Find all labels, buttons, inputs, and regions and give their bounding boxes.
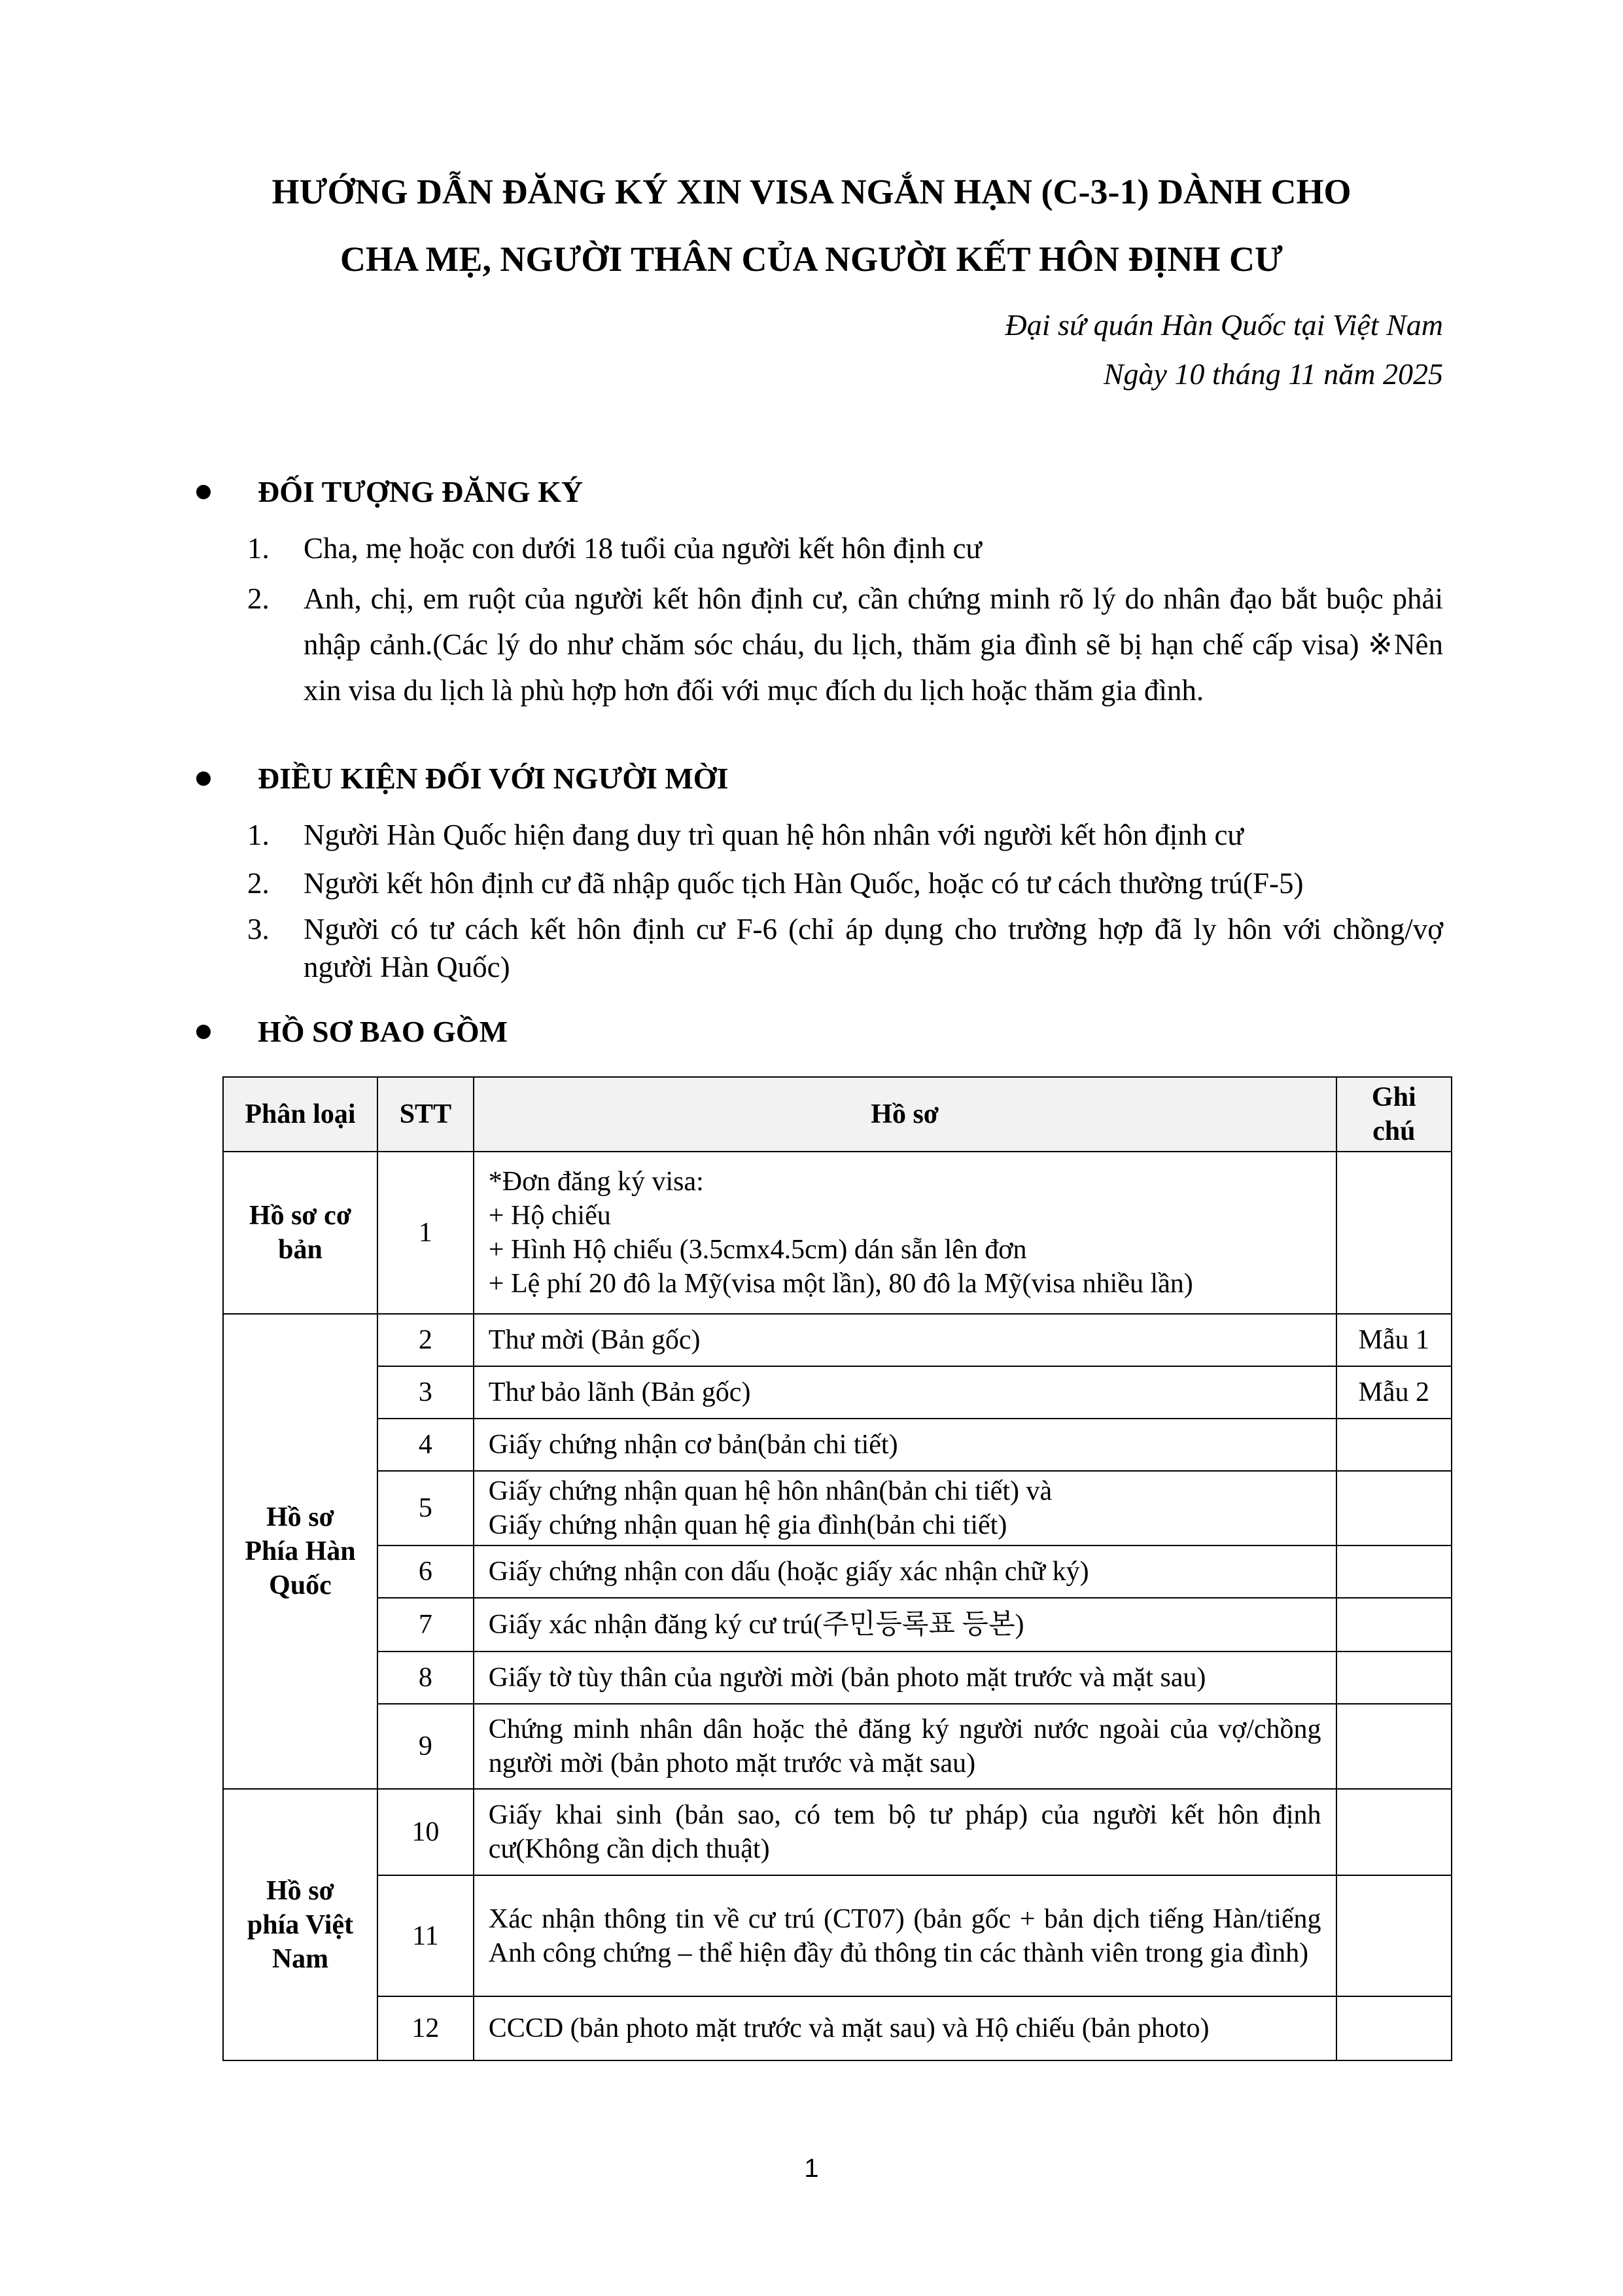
item-text: Cha, mẹ hoặc con dưới 18 tuổi của người kết hôn định cư [304, 532, 982, 565]
document-cell: Giấy khai sinh (bản sao, có tem bộ tư pháp) của người kết hôn định cư(Không cần dịch thuật) [474, 1789, 1336, 1875]
header-category: Phân loại [223, 1077, 377, 1152]
table-row [223, 1152, 1452, 1314]
list-item [247, 527, 1443, 570]
bullet-icon [196, 1025, 211, 1039]
header-documents: Hồ sơ [474, 1077, 1336, 1152]
bullet-icon [196, 485, 211, 499]
item-text: Người có tư cách kết hôn định cư F-6 (chỉ áp dụng cho trường hợp đã ly hôn với chồng/vợ người Hàn Quốc) [304, 913, 1443, 983]
stt-cell: 10 [377, 1789, 474, 1875]
table-row [223, 1366, 1452, 1419]
stt-cell: 1 [377, 1152, 474, 1314]
document-title-line2: CHA MẸ, NGƯỜI THÂN CỦA NGƯỜI KẾT HÔN ĐỊNH CƯ [340, 239, 1283, 279]
heading-text: ĐIỀU KIỆN ĐỐI VỚI NGƯỜI MỜI [258, 762, 729, 795]
stt-cell: 5 [377, 1471, 474, 1545]
heading-text: ĐỐI TƯỢNG ĐĂNG KÝ [258, 475, 584, 508]
document-cell: Giấy chứng nhận cơ bản(bản chi tiết) [474, 1419, 1336, 1471]
bullet-icon [196, 771, 211, 786]
table-row [223, 1651, 1452, 1704]
note-cell [1336, 1875, 1452, 1996]
note-cell [1336, 1651, 1452, 1704]
document-cell: Thư bảo lãnh (Bản gốc) [474, 1366, 1336, 1419]
document-cell: Xác nhận thông tin về cư trú (CT07) (bản gốc + bản dịch tiếng Hàn/tiếng Anh công chứng – thể hiện đầy đủ thông tin các thành viên trong gia đình) [474, 1875, 1336, 1996]
document-title-line1: HƯỚNG DẪN ĐĂNG KÝ XIN VISA NGẮN HẠN (C-3-1) DÀNH CHO [271, 172, 1352, 211]
list-item [247, 576, 1443, 713]
note-cell [1336, 1419, 1452, 1471]
document-cell: Chứng minh nhân dân hoặc thẻ đăng ký người nước ngoài của vợ/chồng người mời (bản photo mặt trước và mặt sau) [474, 1704, 1336, 1789]
stt-cell: 6 [377, 1545, 474, 1598]
table-row [223, 1704, 1452, 1789]
category-text: Hồ sơ Phía Hàn Quốc [245, 1502, 356, 1600]
section-heading [196, 761, 728, 796]
document-cell: Giấy xác nhận đăng ký cư trú(주민등록표 등본) [474, 1598, 1336, 1651]
table-row [223, 1545, 1452, 1598]
stt-cell: 12 [377, 1996, 474, 2060]
table-row [223, 1996, 1452, 2060]
stt-cell: 8 [377, 1651, 474, 1704]
date: Ngày 10 tháng 11 năm 2025 [1103, 357, 1443, 391]
note-cell: Mẫu 2 [1336, 1366, 1452, 1419]
stt-cell: 7 [377, 1598, 474, 1651]
document-cell: Giấy chứng nhận con dấu (hoặc giấy xác nhận chữ ký) [474, 1545, 1336, 1598]
table-row [223, 1471, 1452, 1545]
item-number: 2. [247, 582, 270, 615]
note-cell [1336, 1598, 1452, 1651]
table-row [223, 1789, 1452, 1875]
document-line: + Lệ phí 20 đô la Mỹ(visa một lần), 80 đô la Mỹ(visa nhiều lần) [488, 1269, 1193, 1299]
item-text: Người Hàn Quốc hiện đang duy trì quan hệ hôn nhân với người kết hôn định cư [304, 819, 1244, 851]
item-number: 1. [247, 532, 270, 565]
stt-cell: 9 [377, 1704, 474, 1789]
table-row [223, 1875, 1452, 1996]
item-number: 1. [247, 819, 270, 851]
note-cell [1336, 1789, 1452, 1875]
category-text: Hồ sơ phía Việt Nam [247, 1875, 354, 1974]
list-item [247, 813, 1443, 857]
category-cell [223, 1152, 377, 1314]
stt-cell: 11 [377, 1875, 474, 1996]
document-cell: Giấy tờ tùy thân của người mời (bản photo mặt trước và mặt sau) [474, 1651, 1336, 1704]
stt-cell: 4 [377, 1419, 474, 1471]
page-number: 1 [804, 2154, 819, 2183]
category-text: Hồ sơ cơ bản [249, 1201, 352, 1265]
note-cell [1336, 1704, 1452, 1789]
note-cell [1336, 1152, 1452, 1314]
note-cell [1336, 1996, 1452, 2060]
header-stt: STT [377, 1077, 474, 1152]
list-item [247, 910, 1443, 986]
table-row [223, 1419, 1452, 1471]
note-cell: Mẫu 1 [1336, 1314, 1452, 1366]
note-cell [1336, 1471, 1452, 1545]
document-cell [474, 1471, 1336, 1545]
document-line: *Đơn đăng ký visa: [488, 1167, 704, 1197]
document-cell [474, 1152, 1336, 1314]
table-row [223, 1314, 1452, 1366]
item-text: Anh, chị, em ruột của người kết hôn định cư, cần chứng minh rõ lý do nhân đạo bắt buộc phải nhập cảnh.(Các lý do như chăm sóc cháu, du lịch, thăm gia đình sẽ bị hạn chế cấp visa) ※Nên xin visa du lịch là phù hợp hơn đối với mục đích du lịch hoặc thăm gia đình. [304, 582, 1443, 707]
section-heading [196, 474, 583, 509]
documents-table [222, 1076, 1452, 2061]
category-cell [223, 1789, 377, 2060]
document-cell: CCCD (bản photo mặt trước và mặt sau) và Hộ chiếu (bản photo) [474, 1996, 1336, 2060]
document-line: Giấy chứng nhận quan hệ hôn nhân(bản chi tiết) và [488, 1476, 1053, 1506]
document-cell: Thư mời (Bản gốc) [474, 1314, 1336, 1366]
category-cell [223, 1314, 377, 1789]
table-header-row [223, 1077, 1452, 1152]
stt-cell: 2 [377, 1314, 474, 1366]
header-note: Ghi chú [1336, 1077, 1452, 1152]
note-cell [1336, 1545, 1452, 1598]
item-text: Người kết hôn định cư đã nhập quốc tịch Hàn Quốc, hoặc có tư cách thường trú(F-5) [304, 867, 1304, 900]
heading-text: HỒ SƠ BAO GỒM [258, 1015, 508, 1048]
document-line: Giấy chứng nhận quan hệ gia đình(bản chi tiết) [488, 1510, 1007, 1540]
document-line: + Hình Hộ chiếu (3.5cmx4.5cm) dán sẵn lên đơn [488, 1235, 1027, 1265]
document-line: + Hộ chiếu [488, 1201, 611, 1231]
table-row [223, 1598, 1452, 1651]
list-item [247, 862, 1443, 905]
item-number: 2. [247, 867, 270, 900]
item-number: 3. [247, 913, 270, 945]
stt-cell: 3 [377, 1366, 474, 1419]
section-heading [196, 1014, 508, 1049]
issuer: Đại sứ quán Hàn Quốc tại Việt Nam [1005, 308, 1443, 342]
